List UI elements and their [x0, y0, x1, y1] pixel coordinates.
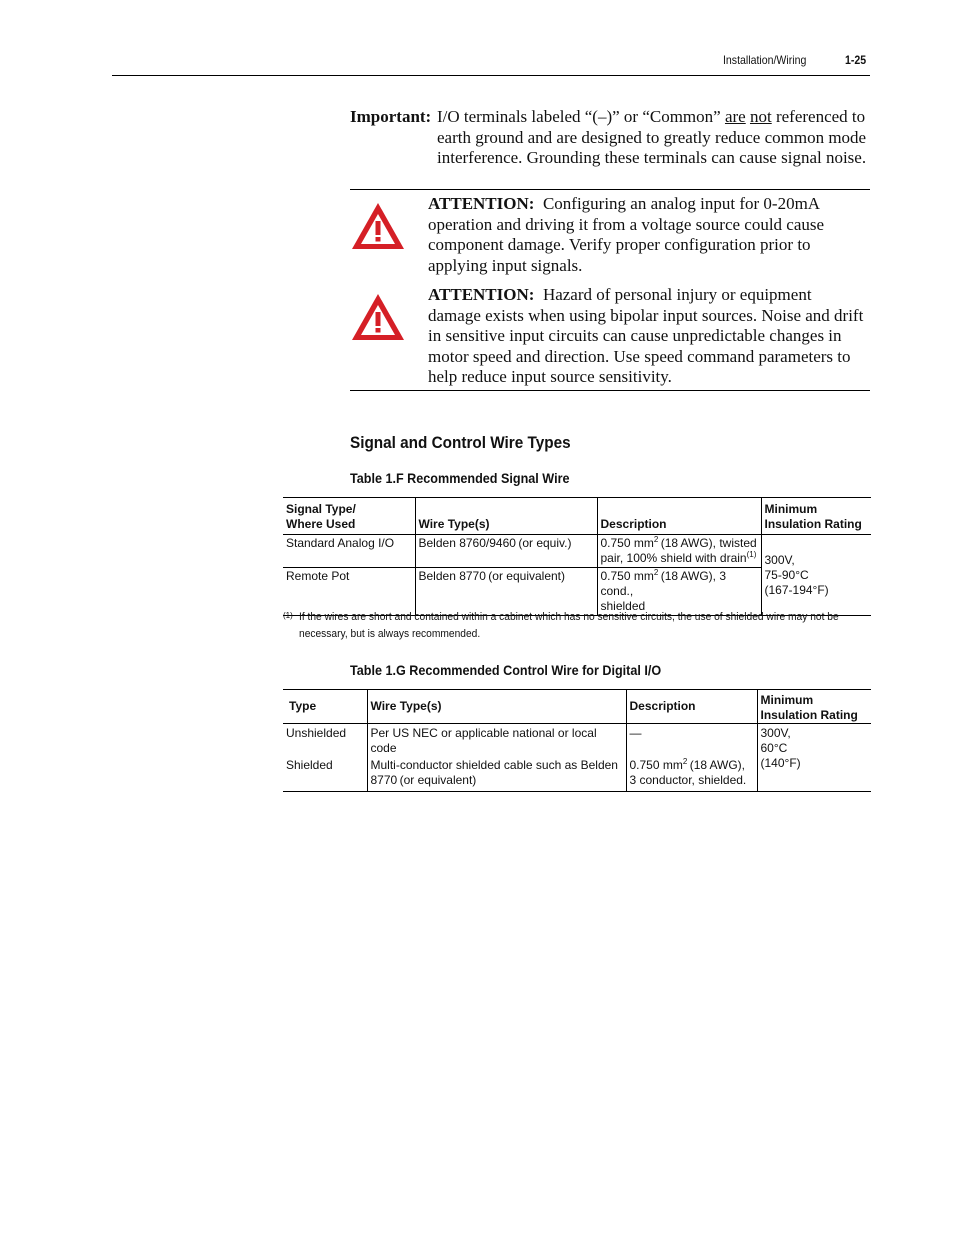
attention-block-2: ATTENTION: Hazard of personal injury or equipment damage exists when using bipolar input sources. Noise and drift in sensitive input circuits can cause unpredictable changes in motor speed and direction. Use speed command parameters to help reduce input source sensitivity.	[428, 285, 864, 386]
table-cell: 0.750 $mm^2$ (18 AWG), 3 conductor, shielded.	[626, 757, 757, 792]
attention-top-rule	[350, 189, 870, 190]
table-row	[283, 535, 871, 568]
table-cell: Multi-conductor shielded cable such as Belden 8770 (or equivalent)	[367, 757, 626, 792]
column-header: Wire Type(s)	[367, 690, 626, 724]
table-cell: Per US NEC or applicable national or local code	[367, 724, 626, 758]
attention-bottom-rule	[350, 390, 870, 391]
table-cell: —	[626, 724, 757, 758]
table-cell: Remote Pot	[286, 569, 350, 583]
important-label: Important:	[350, 107, 432, 126]
table-header-row	[283, 498, 871, 535]
column-header: Minimum Insulation Rating	[761, 498, 871, 535]
warning-triangle-icon	[350, 291, 406, 343]
section-title: Signal and Control Wire Types	[350, 433, 571, 452]
table-cell: Belden 8770 (or equivalent)	[415, 568, 597, 616]
column-header: Signal Type/ Where Used	[283, 498, 415, 535]
signal-wire-table	[283, 497, 871, 616]
page-number: 1-25	[845, 53, 867, 67]
table-cell: 0.750 $mm^2$ (18 AWG), 3 cond., shielded	[597, 568, 761, 616]
table-cell: Shielded	[286, 758, 333, 772]
table-row	[283, 724, 871, 758]
important-line-3: interference. Grounding these terminals can cause signal noise.	[437, 148, 867, 167]
column-header: Description	[597, 498, 761, 535]
table-caption: Table 1.G Recommended Control Wire for Digital I/O	[350, 662, 662, 678]
footnote-mark: (1)	[283, 611, 293, 620]
important-line-1: I/O terminals labeled “(–)” or “Common” are not referenced to	[437, 107, 866, 126]
warning-triangle-icon	[350, 200, 406, 252]
table-header-row	[283, 690, 871, 724]
table-cell: Standard Analog I/O	[283, 535, 415, 568]
table-cell-rating: 300V, 75-90°C (167-194°F)	[761, 535, 871, 616]
important-text	[437, 107, 877, 169]
table-caption: Table 1.F Recommended Signal Wire	[350, 470, 570, 486]
column-header: Description	[626, 690, 757, 724]
table-cell: Unshielded	[286, 726, 347, 740]
table-cell: Belden 8760/9460 (or equiv.)	[415, 535, 597, 568]
table-cell-rating: 300V, 60°C (140°F)	[757, 724, 871, 792]
column-header: Minimum Insulation Rating	[757, 690, 871, 724]
control-wire-table	[283, 689, 871, 792]
important-line-2: earth ground and are designed to greatly reduce common mode	[437, 127, 867, 147]
attention-label: ATTENTION:	[428, 285, 535, 304]
column-header: Wire Type(s)	[415, 498, 597, 535]
column-header: Type	[283, 690, 367, 724]
footnote-reference: (1)	[746, 550, 757, 559]
running-header-section: Installation/Wiring	[723, 53, 807, 67]
attention-block-1: ATTENTION: Configuring an analog input for 0-20mA operation and driving it from a voltage source could cause component damage. Verify proper configuration prior to applying input signals.	[428, 194, 825, 275]
table-cell: 0.750 $mm^2$ (18 AWG), twisted pair, 100% shield with drain$^{(1)}$	[597, 535, 761, 568]
attention-label: ATTENTION:	[428, 194, 535, 213]
header-rule	[112, 75, 870, 76]
